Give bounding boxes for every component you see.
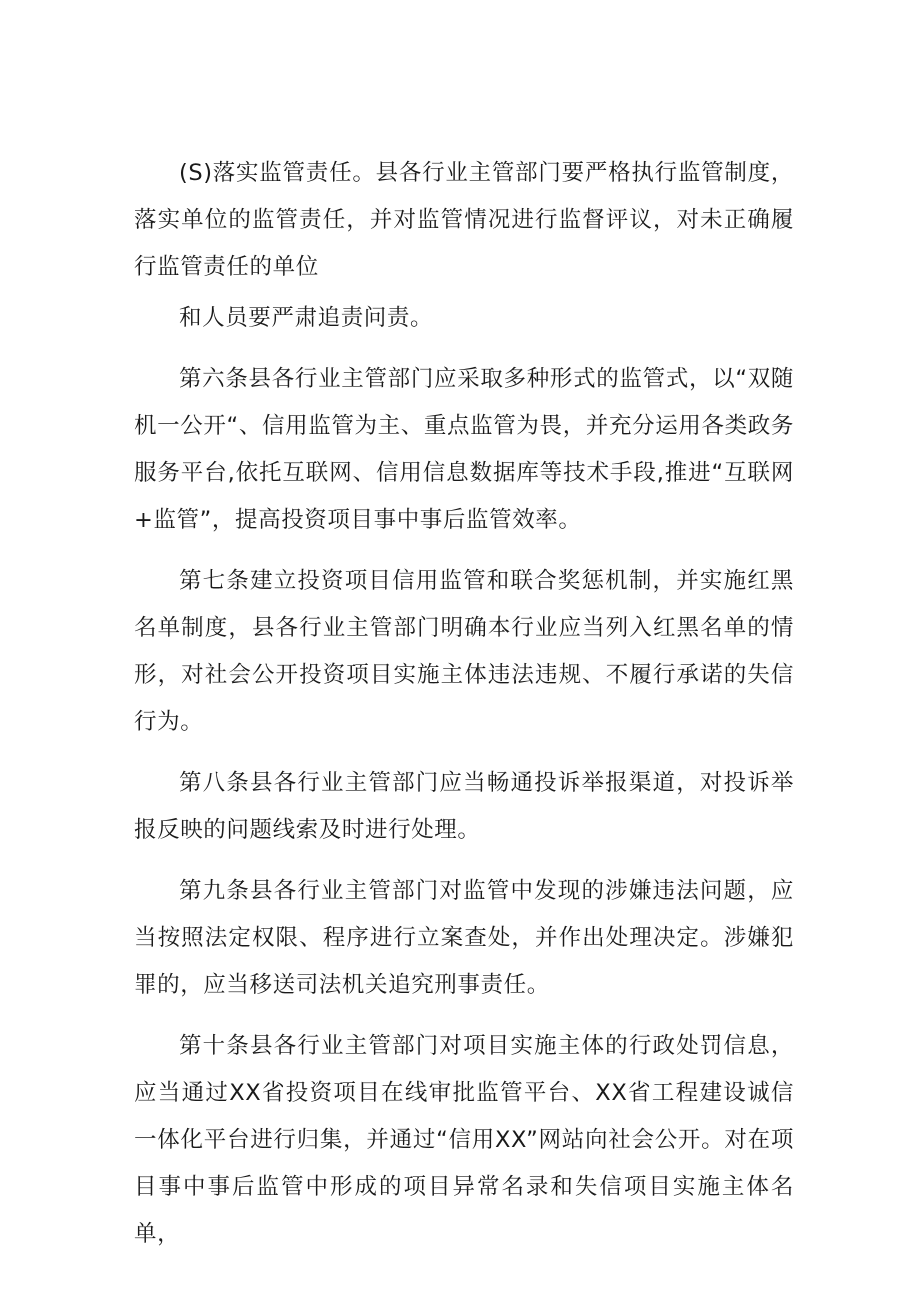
paragraph-article-9: 第九条县各行业主管部门对监管中发现的涉嫌违法问题，应当按照法定权限、程序进行立案查处，并作出处理决定。涉嫌犯罪的，应当移送司法机关追究刑事责任。 [134, 878, 794, 998]
paragraph-article-6: 第六条县各行业主管部门应采取多种形式的监管式，以“双随机一公开“、信用监管为主、重点监管为畏，并充分运用各类政务服务平台,依托互联网、信用信息数据库等技术手段,推进“互联网+监管”，提高投资项目事中事后监管效率。 [134, 366, 794, 533]
paragraph-article-7: 第七条建立投资项目信用监管和联合奖惩机制，并实施红黑名单制度，县各行业主管部门明确本行业应当列入红黑名单的情形，对社会公开投资项目实施主体违法违规、不履行承诺的失信行为。 [134, 568, 794, 735]
paragraph-responsibility: (S)落实监管责任。县各行业主管部门要严格执行监管制度，落实单位的监管责任，并对监管情况进行监督评议，对未正确履行监管责任的单位 [134, 160, 794, 280]
paragraph-accountability: 和人员要严肃追责问责。 [179, 305, 434, 331]
paragraph-article-8: 第八条县各行业主管部门应当畅通投诉举报渠道，对投诉举报反映的问题线索及时进行处理。 [134, 770, 794, 843]
paragraph-article-10: 第十条县各行业主管部门对项目实施主体的行政处罚信息，应当通过XX省投资项目在线审批监管平台、XX省工程建设诚信一体化平台进行归集，并通过“信用XX”网站向社会公开。对在项目事中事后监管中形成的项目异常名录和失信项目实施主体名单， [134, 1033, 794, 1247]
document-body [134, 150, 794, 1272]
